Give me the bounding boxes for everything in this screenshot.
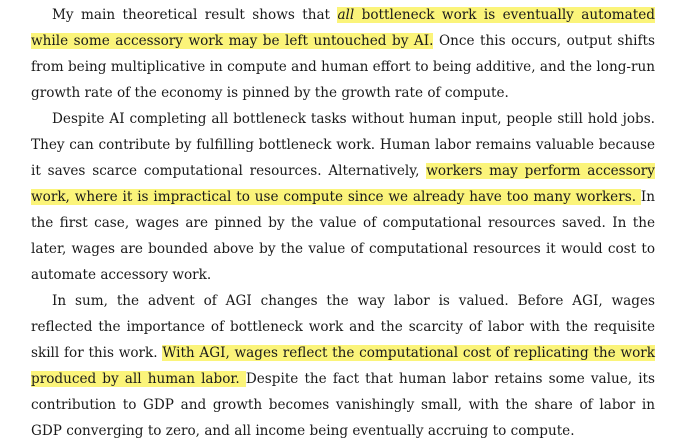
paragraph-main-result — [31, 2, 655, 106]
text-segment: Once this occurs, output shifts from being multiplicative in compute and human effort to being additive, and the long-run growth rate of the economy is pinned by the growth rate of compute. — [31, 33, 655, 101]
highlighted-text: all — [337, 7, 355, 23]
text-segment: My main theoretical result shows that — [52, 7, 338, 23]
text-segment: In the first case, wages are pinned by the value of computational resources saved. In the later, wages are bounded above by the value of computational resources it would cost to automate accessory work. — [31, 189, 655, 283]
highlighted-text: With AGI, wages reflect the computational cost of replicating the work produced by all human labor. — [31, 345, 655, 387]
paragraph-jobs — [31, 106, 655, 288]
highlighted-text: workers may perform accessory work, where it is impractical to use compute since we already have too many workers. — [31, 163, 655, 205]
text-segment: Despite AI completing all bottleneck tasks without human input, people still hold jobs. They can contribute by fulfilling bottleneck work. Human labor remains valuable because it saves scarce computational resources. Alternatively, — [31, 111, 655, 179]
text-segment: Despite the fact that human labor retains some value, its contribution to GDP and growth becomes vanishingly small, with the share of labor in GDP converging to zero, and all income being eventually accruing to compute. — [31, 371, 655, 439]
text-segment: In sum, the advent of AGI changes the way labor is valued. Before AGI, wages reflected the importance of bottleneck work and the scarcity of labor with the requisite skill for this work. — [31, 293, 655, 361]
paper-excerpt — [31, 2, 655, 444]
highlighted-text: bottleneck work is eventually automated while some accessory work may be left untouched by AI. — [31, 7, 655, 49]
paragraph-summary — [31, 288, 655, 444]
